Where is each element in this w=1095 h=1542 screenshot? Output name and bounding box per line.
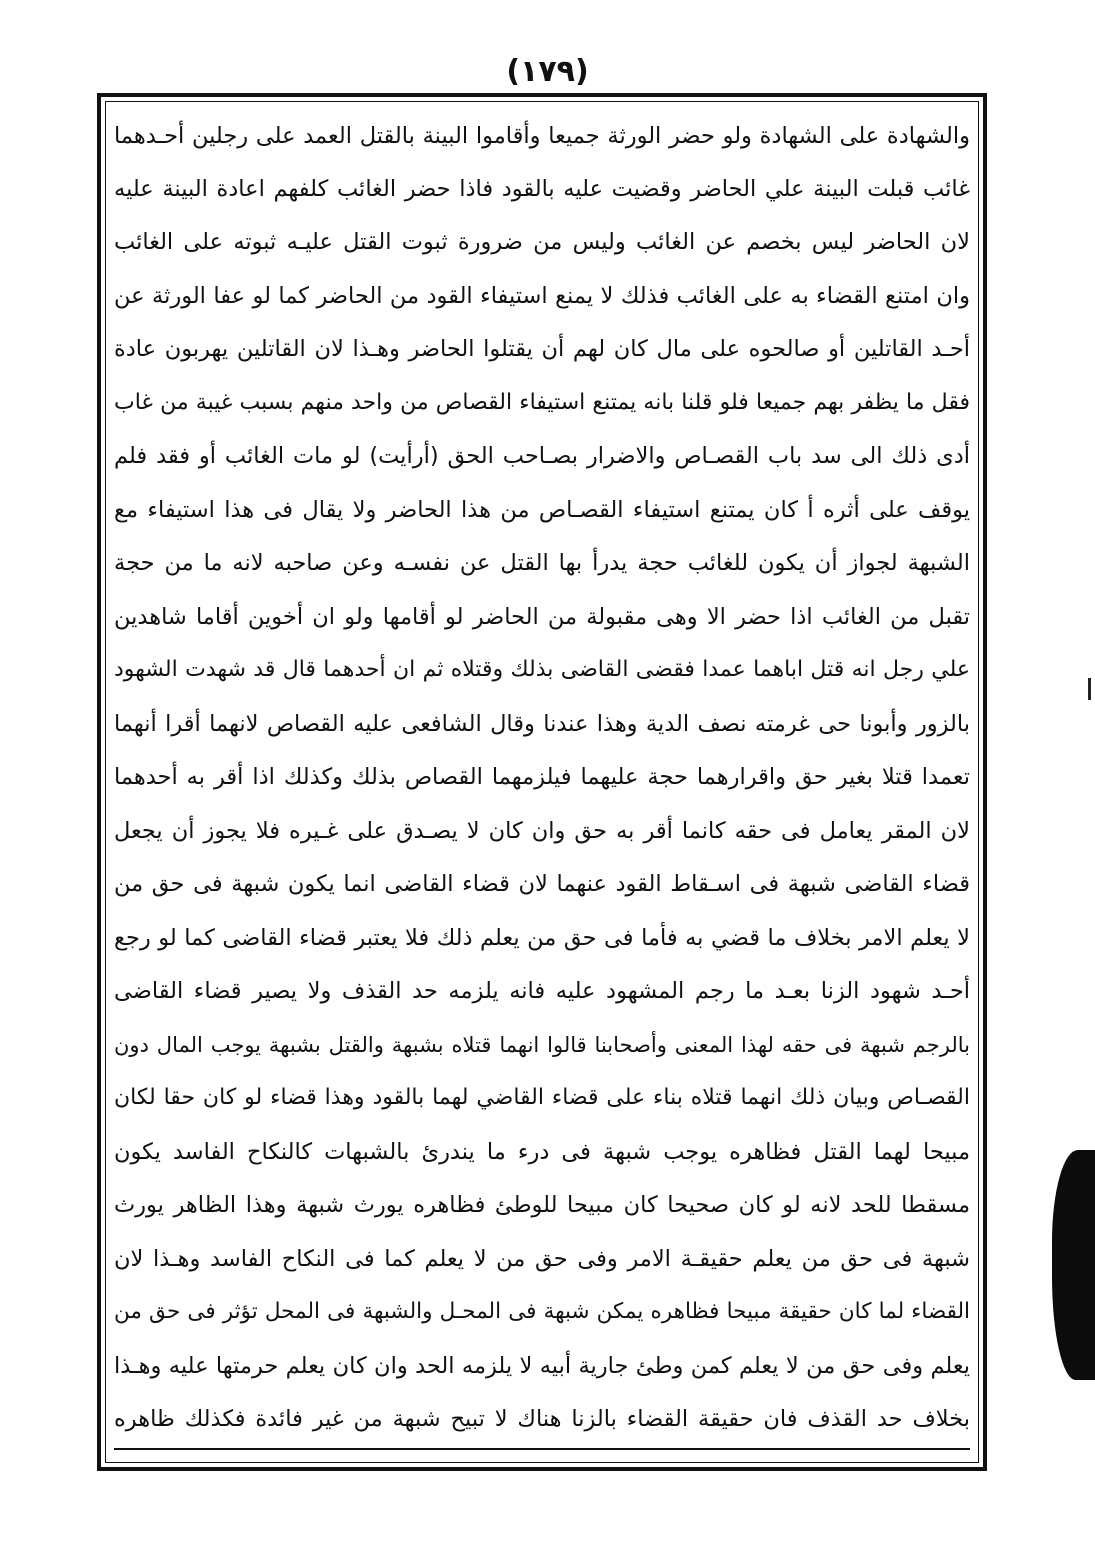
text-line: علي رجل انه قتل اباهما عمدا فقضى القاضى بذلك وقتلاه ثم ان أحدهما قال قد شهدت الشهود [114, 657, 970, 682]
text-line: الشبهة لجواز أن يكون للغائب حجة يدرأ بها القتل عن نفسـه وعن صاحبه لانه ما من حجة [114, 550, 970, 576]
text-line: القضاء لما كان حقيقة مبيحا فظاهره يمكن شبهة فى المحـل والشبهة فى المحل تؤثر فى حق من [114, 1299, 970, 1324]
text-line: قضاء القاضى شبهة فى اسـقاط القود عنهما لان قضاء القاضى انما يكون شبهة فى حق من [114, 871, 970, 897]
text-line: لا يعلم الامر بخلاف ما قضي به فأما فى حق من يعلم ذلك فلا يعتبر قضاء القاضى كما لو رجع [114, 925, 970, 951]
text-body [114, 116, 970, 1456]
text-line: والشهادة على الشهادة ولو حضر الورثة جميعا وأقاموا البينة بالقتل العمد على رجلين أحـدهما [114, 123, 970, 149]
text-line: بخلاف حد القذف فان حقيقة القضاء بالزنا هناك لا تبيح شبهة من غير فائدة فكذلك ظاهره [114, 1406, 970, 1432]
text-line: يوقف على أثره أ كان يمتنع استيفاء القصـاص من هذا الحاضر ولا يقال فى هذا استيفاء مع [114, 497, 970, 523]
text-line: مسقطا للحد لانه لو كان صحيحا كان مبيحا للوطئ فظاهره يورث شبهة وهذا الظاهر يورث [114, 1192, 970, 1218]
text-line: أحـد القاتلين أو صالحوه على مال كان لهم أن يقتلوا الحاضر وهـذا لان القاتلين يهربون عادة [114, 336, 970, 362]
text-line: أحـد شهود الزنا بعـد ما رجم المشهود عليه فانه يلزمه حد القذف ولا يصير قضاء القاضى [114, 978, 970, 1004]
text-line: شبهة فى حق من يعلم حقيقـة الامر وفى حق من لا يعلم كما فى النكاح الفاسد وهـذا لان [114, 1246, 970, 1272]
text-line: وان امتنع القضاء به على الغائب فذلك لا يمنع استيفاء القود من الحاضر كما لو عفا الورثة عن [114, 283, 970, 309]
text-line: القصـاص وبيان ذلك انهما قتلاه بناء على قضاء القاضي لهما بالقود وهذا قضاء لو كان حقا لكان [114, 1085, 970, 1110]
text-line: أدى ذلك الى سد باب القصـاص والاضرار بصـاحب الحق (أرأيت) لو مات الغائب أو فقد فلم [114, 443, 970, 469]
text-line: مبيحا لهما القتل فظاهره يوجب شبهة فى درء ما يندرئ بالشبهات كالنكاح الفاسد يكون [114, 1139, 970, 1165]
text-line: تقبل من الغائب اذا حضر الا وهى مقبولة من الحاضر لو أقامها ولو ان أخوين أقاما شاهدين [114, 604, 970, 630]
text-line: بالزور وأبونا حى غرمته نصف الدية وهذا عندنا وقال الشافعى عليه القصاص لانهما أقرا أنهما [114, 711, 970, 737]
text-line: يعلم وفى حق من لا يعلم كمن وطئ جارية أبيه لا يلزمه الحد وان كان يعلم حرمتها عليه وهـذا [114, 1353, 970, 1379]
text-line: غائب قبلت البينة علي الحاضر وقضيت عليه بالقود فاذا حضر الغائب كلفهم اعادة البينة عليه [114, 176, 970, 202]
text-line: لان الحاضر ليس بخصم عن الغائب وليس من ضرورة ثبوت القتل عليـه ثبوته على الغائب [114, 229, 970, 255]
text-line: تعمدا قتلا بغير حق واقرارهما حجة عليهما فيلزمهما القصاص بذلك وكذلك اذا أقر به أحدهما [114, 764, 970, 790]
text-line: بالرجم شبهة فى حقه لهذا المعنى وأصحابنا قالوا انهما قتلاه بشبهة والقتل بشبهة يوجب المال دون [114, 1033, 970, 1057]
text-line: لان المقر يعامل فى حقه كانما أقر به حق وان كان لا يصـدق على غـيره فلا يجوز أن يجعل [114, 818, 970, 844]
bottom-rule [114, 1448, 970, 1450]
scan-edge-mark [1088, 678, 1091, 700]
text-line: فقل ما يظفر بهم جميعا فلو قلنا بانه يمتنع استيفاء القصاص من واحد منهم بسبب غيبة من غاب [114, 390, 970, 415]
scan-edge-shadow [1052, 1150, 1095, 1380]
page-number: (١٧٩) [506, 54, 589, 89]
